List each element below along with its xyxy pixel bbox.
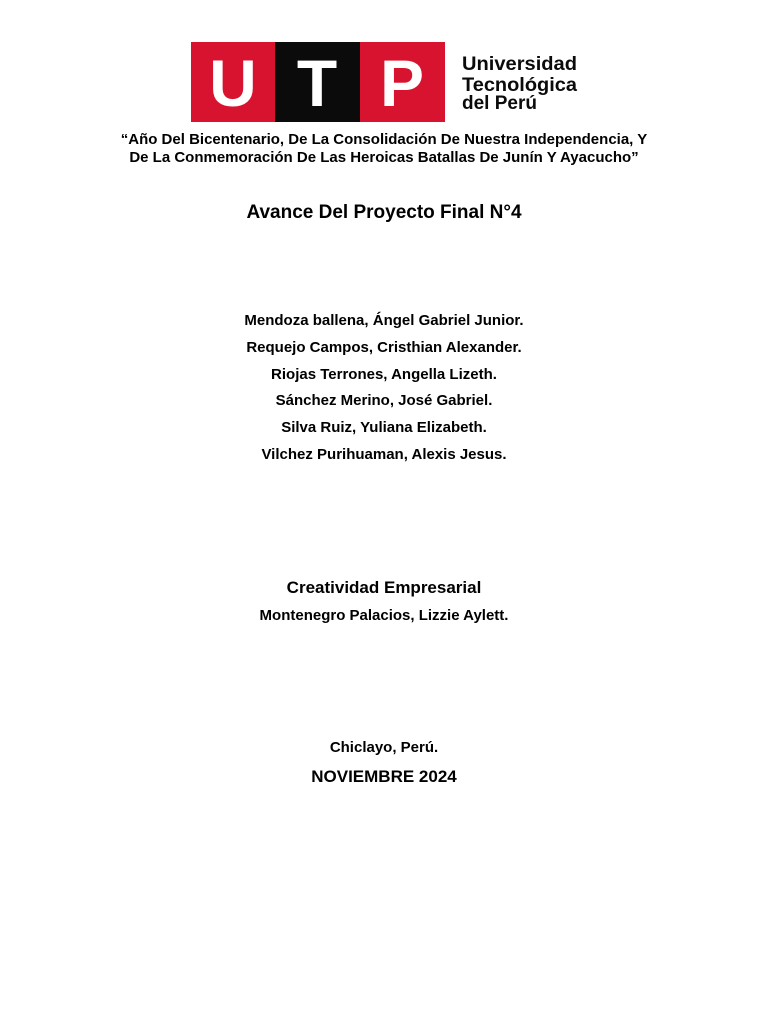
logo-name-line-2: Tecnológica bbox=[462, 75, 578, 96]
utp-logo bbox=[191, 42, 581, 122]
logo-name-line-3: del Perú bbox=[462, 93, 537, 114]
author-name: Mendoza ballena, Ángel Gabriel Junior. bbox=[244, 312, 524, 329]
logo-letter-u: U bbox=[209, 46, 257, 120]
logo-name-line-1: Universidad bbox=[462, 54, 577, 75]
author-name: Riojas Terrones, Angella Lizeth. bbox=[271, 366, 497, 383]
motto-line-2: De La Conmemoración De Las Heroicas Batallas De Junín Y Ayacucho” bbox=[129, 149, 639, 166]
teacher-name: Montenegro Palacios, Lizzie Aylett. bbox=[259, 607, 509, 624]
author-name: Requejo Campos, Cristhian Alexander. bbox=[246, 339, 522, 356]
logo-letter-p: P bbox=[379, 46, 425, 120]
document-title: Avance Del Proyecto Final N°4 bbox=[246, 202, 522, 223]
author-name: Sánchez Merino, José Gabriel. bbox=[275, 392, 493, 409]
author-name: Vilchez Purihuaman, Alexis Jesus. bbox=[261, 446, 507, 463]
document-date: NOVIEMBRE 2024 bbox=[311, 767, 457, 786]
logo-letter-t: T bbox=[296, 46, 338, 120]
motto-line-1: “Año Del Bicentenario, De La Consolidación De Nuestra Independencia, Y bbox=[120, 131, 648, 148]
course-name: Creatividad Empresarial bbox=[286, 578, 482, 597]
city: Chiclayo, Perú. bbox=[329, 739, 439, 756]
motto bbox=[0, 131, 768, 167]
author-name: Silva Ruiz, Yuliana Elizabeth. bbox=[281, 419, 487, 436]
